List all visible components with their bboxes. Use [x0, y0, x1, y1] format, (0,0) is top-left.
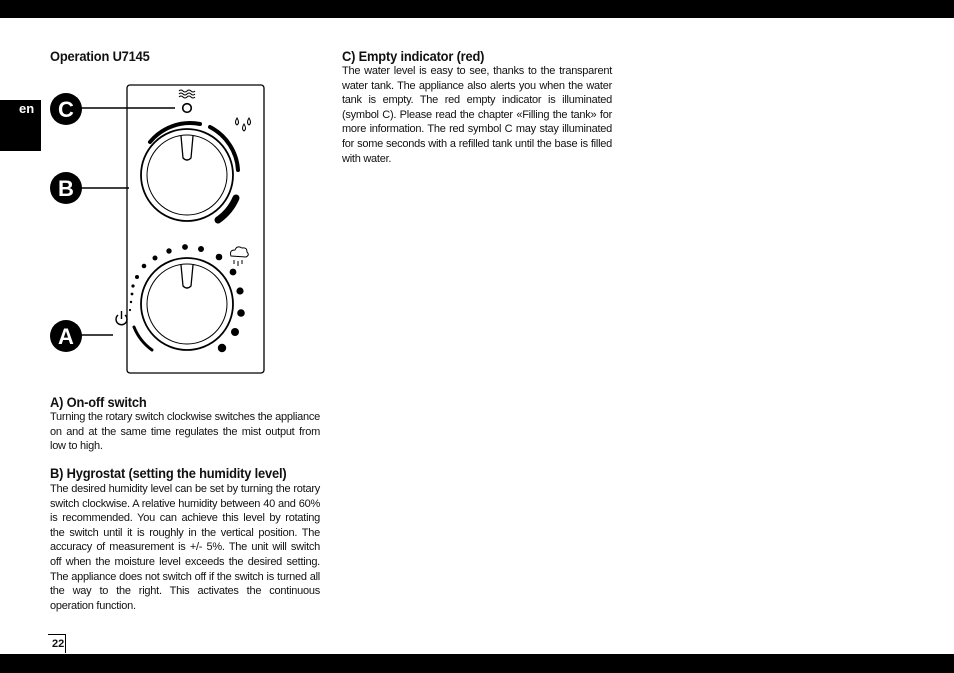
callout-a-label: A	[58, 324, 74, 349]
water-drops-icon	[236, 118, 251, 131]
callout-b-label: B	[58, 176, 74, 201]
top-bar	[0, 0, 954, 18]
page-number: 22	[52, 638, 65, 650]
mist-cloud-icon	[231, 247, 249, 266]
empty-indicator-light	[183, 104, 192, 113]
callout-c-label: C	[58, 97, 74, 122]
section-c-heading: C) Empty indicator (red)	[342, 48, 485, 64]
hygrostat-knob	[141, 129, 233, 221]
callout-a	[50, 320, 82, 352]
bottom-bar	[0, 654, 954, 673]
water-waves-icon	[179, 90, 195, 98]
section-b-text: The desired humidity level can be set by turning the rotary switch clockwise. A relative humidity between 40 and 60% is recommended. You can achieve this level by rotating the switch until it is roughly in the vertical position. The accuracy of measurement is +/- 5%. The unit will switch off when the moisture level exceeds the desired setting. The appliance does not switch off if the switch is turned all the way to the right. This activates the continuous operation function.	[50, 483, 320, 612]
language-label: en	[19, 101, 35, 116]
section-b-heading: B) Hygrostat (setting the humidity level)	[50, 465, 287, 481]
page-title: Operation U7145	[50, 48, 150, 64]
callout-b	[50, 172, 82, 204]
callout-c	[50, 93, 82, 125]
control-panel-diagram	[48, 80, 270, 380]
on-off-knob	[141, 258, 233, 350]
section-c-text: The water level is easy to see, thanks to the transparent water tank. The appliance also alerts you when the water tank is empty. The red empty indicator is illuminated (symbol C). Please read the chapter «Filling the tank» for more information. The red symbol C may stay illuminated for some seconds with a refilled tank until the base is filled with water.	[342, 65, 612, 165]
power-icon	[116, 311, 127, 325]
section-a-text: Turning the rotary switch clockwise switches the appliance on and at the same time regulates the mist output from low to high.	[50, 411, 320, 453]
section-a-heading: A) On-off switch	[50, 394, 147, 410]
